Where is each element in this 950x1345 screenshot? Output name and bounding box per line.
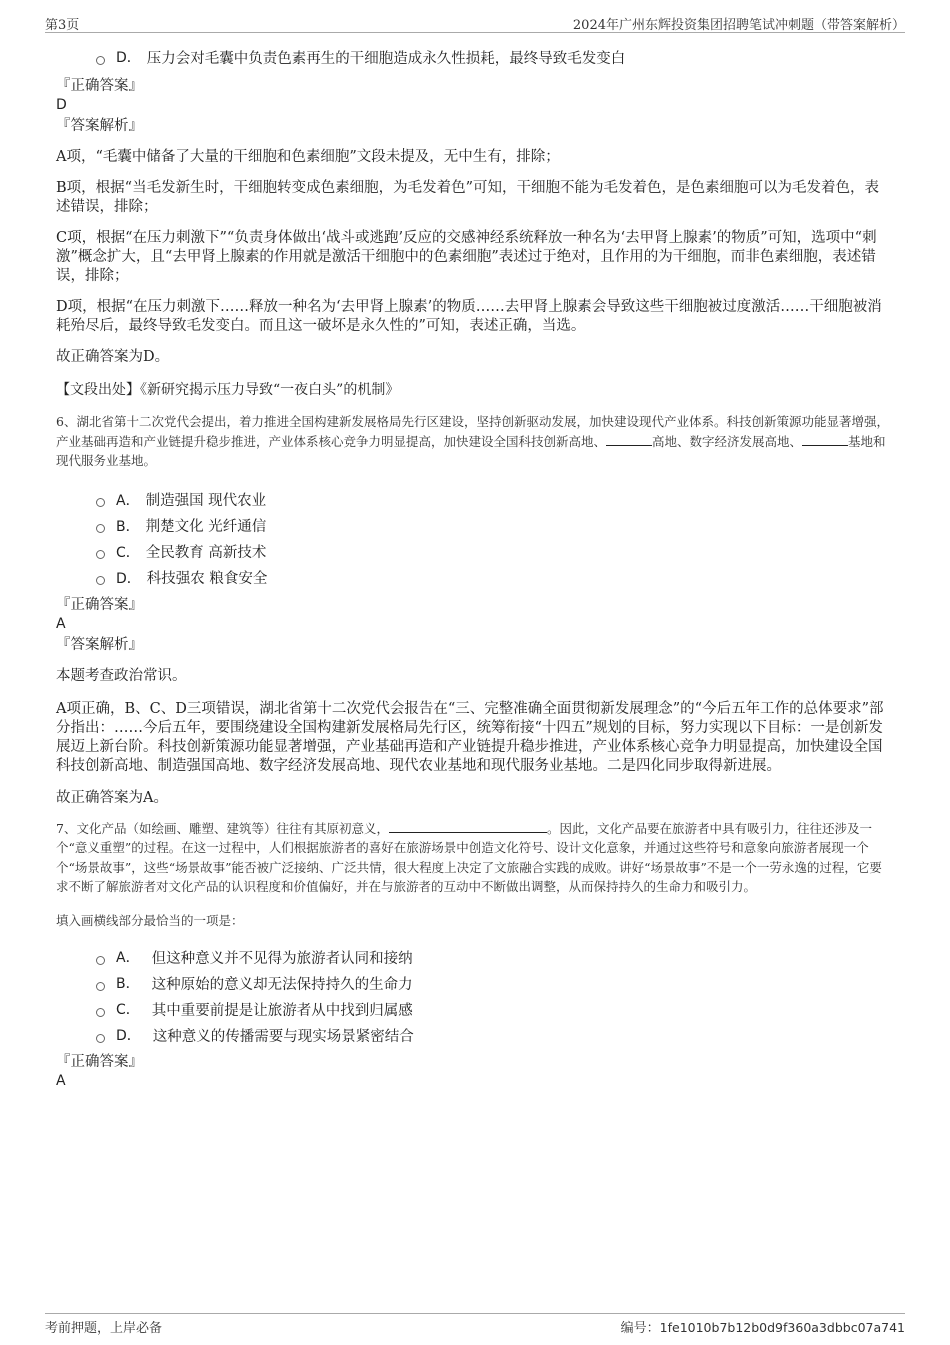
document-title: 2024年广州东辉投资集团招聘笔试冲刺题（带答案解析） xyxy=(572,18,905,33)
radio-icon[interactable] xyxy=(96,1008,105,1017)
q6-answer-label: 『正确答案』 xyxy=(56,596,143,613)
q6-analysis-intro: 本题考查政治常识。 xyxy=(56,667,187,684)
q6-conclusion: 故正确答案为A。 xyxy=(56,789,168,806)
radio-icon[interactable] xyxy=(96,982,105,991)
q7-option-c[interactable] xyxy=(96,996,890,1022)
option-letter: C． xyxy=(116,1002,140,1018)
page-header xyxy=(45,12,905,33)
q5-analysis-b: B项，根据“当毛发新生时，干细胞转变成色素细胞，为毛发着色”可知，干细胞不能为毛发着色，是色素细胞可以为毛发着色，表述错误，排除； xyxy=(56,180,879,215)
option-letter: D． xyxy=(116,50,141,66)
option-text: 全民教育 高新技术 xyxy=(145,545,267,561)
radio-icon[interactable] xyxy=(96,56,105,65)
option-letter: D． xyxy=(116,570,141,587)
q7-option-a[interactable] xyxy=(96,944,890,970)
page-footer xyxy=(45,1313,905,1336)
option-text: 其中重要前提是让旅游者从中找到归属感 xyxy=(151,1002,413,1019)
q6-options xyxy=(56,487,890,591)
q7-answer: A xyxy=(56,1073,66,1089)
radio-icon[interactable] xyxy=(96,1034,105,1043)
option-text: 压力会对毛囊中负责色素再生的干细胞造成永久性损耗，最终导致毛发变白 xyxy=(146,50,626,67)
serial-code: 1fe1010b7b12b0d9f360a3dbbc07a741 xyxy=(659,1320,905,1335)
q7-options xyxy=(56,944,890,1048)
radio-icon[interactable] xyxy=(96,524,105,533)
q7-answer-label: 『正确答案』 xyxy=(56,1054,143,1070)
option-letter: A． xyxy=(116,492,140,509)
blank-line xyxy=(389,820,547,833)
option-text: 荆楚文化 光纤通信 xyxy=(145,519,267,535)
q7-option-d[interactable] xyxy=(96,1022,890,1048)
radio-icon[interactable] xyxy=(96,498,105,507)
radio-icon[interactable] xyxy=(96,576,105,585)
option-text: 科技强农 粮食安全 xyxy=(146,571,268,587)
blank-line xyxy=(802,433,848,446)
radio-icon[interactable] xyxy=(96,550,105,559)
q5-conclusion: 故正确答案为D。 xyxy=(56,349,170,365)
serial-label: 编号： xyxy=(620,1321,660,1336)
q5-analysis-c: C项，根据“在压力刺激下”“负责身体做出‘战斗或逃跑’反应的交感神经系统释放一种名为‘去甲肾上腺素’的物质”可知，选项中“刺激”概念扩大，且“去甲肾上腺素的作用就是激活干细胞中的色素细胞”表述过于绝对，且作用的为干细胞，而非色素细胞，表述错误，排除； xyxy=(56,230,877,284)
q5-analysis-a: A项，“毛囊中储备了大量的干细胞和色素细胞”文段未提及，无中生有，排除； xyxy=(56,149,560,165)
main-content xyxy=(56,44,890,1090)
q7-option-b[interactable] xyxy=(96,970,890,996)
q6-stem: 6、湖北省第十二次党代会提出，着力推进全国构建新发展格局先行区建设，坚持创新驱动发展，加快建设现代产业体系。科技创新策源功能显著增强，产业基础再造和产业链提升稳步推进，产业体系核心竞争力明显提高，加快建设全国科技创新高地、 高地、数字经济发展高地、 基地和现代服务业基地。 xyxy=(56,414,889,468)
q6-analysis-label: 『答案解析』 xyxy=(56,636,143,653)
q6-option-a[interactable] xyxy=(96,487,890,513)
option-letter: A． xyxy=(116,950,140,966)
option-letter: B． xyxy=(116,518,140,535)
option-text: 制造强国 现代农业 xyxy=(145,493,267,509)
q6-option-d[interactable] xyxy=(96,565,890,591)
q6-answer: A xyxy=(56,615,66,632)
q5-answer-label: 『正确答案』 xyxy=(56,78,143,94)
q5-source: 【文段出处】《新研究揭示压力导致“一夜白头”的机制》 xyxy=(56,382,400,398)
q7-stem: 7、文化产品（如绘画、雕塑、建筑等）往往有其原初意义， 。因此，文化产品要在旅游者中具有吸引力，往往还涉及一个“意义重塑”的过程。在这一过程中，人们根据旅游者的喜好在旅游场景中创造文化符号、设计文化意象，并通过这些符号和意象向旅游者展现一个个“场景故事”，这些“场景故事”能否被广泛接纳、广泛共情，很大程度上决定了文旅融合实践的成败。讲好“场景故事”不是一个一劳永逸的过程，它要求不断了解旅游者对文化产品的认识程度和价值偏好，并在与旅游者的互动中不断做出调整，从而保持持久的生命力和吸引力。 xyxy=(56,820,882,894)
q5-answer: D xyxy=(56,97,67,113)
q7-prompt: 填入画横线部分最恰当的一项是： xyxy=(56,912,244,928)
option-letter: B． xyxy=(116,976,140,992)
q6-option-b[interactable] xyxy=(96,513,890,539)
option-text: 这种意义的传播需要与现实场景紧密结合 xyxy=(152,1028,414,1045)
q6-option-c[interactable] xyxy=(96,539,890,565)
q6-analysis-body: A项正确，B、C、D三项错误，湖北省第十二次党代会报告在“三、完整准确全面贯彻新发展理念”的“今后五年工作的总体要求”部分指出：……今后五年，要围绕建设全国构建新发展格局先行区，统筹衔接“十四五”规划的目标，努力实现以下目标：一是创新发展迈上新台阶。科技创新策源功能显著增强，产业基础再造和产业链提升稳步推进，产业体系核心竞争力明显提高，加快建设全国科技创新高地、制造强国高地、数字经济发展高地、现代农业基地和现代服务业基地。二是四化同步取得新进展。 xyxy=(56,700,884,774)
radio-icon[interactable] xyxy=(96,956,105,965)
blank-line xyxy=(606,433,652,446)
option-text: 这种原始的意义却无法保持持久的生命力 xyxy=(151,976,413,993)
q5-analysis-label: 『答案解析』 xyxy=(56,118,143,134)
option-letter: C． xyxy=(116,544,140,561)
footer-serial xyxy=(621,1317,905,1336)
footer-slogan: 考前押题，上岸必备 xyxy=(45,1321,163,1336)
option-text: 但这种意义并不见得为旅游者认同和接纳 xyxy=(151,950,413,967)
q5-option-d[interactable] xyxy=(96,44,890,70)
option-letter: D． xyxy=(116,1028,141,1044)
q5-analysis-d: D项，根据“在压力刺激下……释放一种名为‘去甲肾上腺素’的物质……去甲肾上腺素会导致这些干细胞被过度激活……干细胞被消耗殆尽后，最终导致毛发变白。而且这一破坏是永久性的”可知，表述正确，当选。 xyxy=(56,299,882,334)
page-number: 第3页 xyxy=(45,18,80,33)
